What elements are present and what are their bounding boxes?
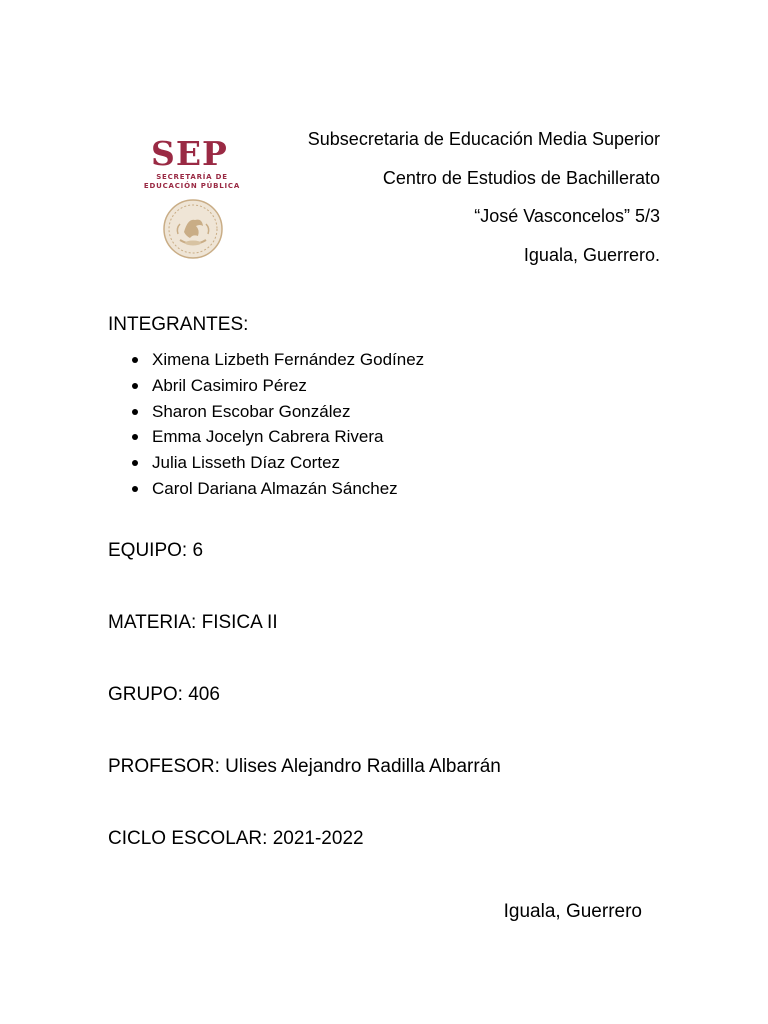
member-name: Ximena Lizbeth Fernández Godínez: [152, 350, 425, 369]
sep-logo-text: SEP: [151, 134, 228, 173]
member-name: Emma Jocelyn Cabrera Rivera: [152, 427, 384, 447]
footer-location: Iguala, Guerrero: [503, 901, 642, 922]
list-item: [130, 424, 424, 450]
list-item: [130, 373, 424, 399]
sep-logo: [136, 136, 248, 260]
ciclo-escolar-field: CICLO ESCOLAR: 2021-2022: [108, 828, 364, 849]
header-line-centro: Centro de Estudios de Bachillerato: [382, 167, 660, 188]
header-line-school-name: “José Vasconcelos” 5/3: [474, 206, 660, 226]
bullet-icon: [132, 486, 138, 492]
list-item: [130, 476, 424, 502]
bullet-icon: [132, 357, 138, 363]
materia-field: MATERIA: FISICA II: [108, 612, 278, 633]
member-name: Julia Lisseth Díaz Cortez: [152, 453, 341, 473]
member-name: Sharon Escobar González: [152, 401, 351, 421]
sep-logo-subtitle-line1: SECRETARÍA DE: [156, 173, 228, 181]
profesor-field: PROFESOR: Ulises Alejandro Radilla Albarrán: [108, 756, 501, 777]
seal-icon: [162, 198, 224, 260]
header-line-subsecretaria: Subsecretaria de Educación Media Superior: [307, 129, 660, 149]
bullet-icon: [132, 460, 138, 466]
header-line-location: Iguala, Guerrero.: [523, 244, 660, 265]
members-list: [130, 347, 424, 502]
integrantes-heading: INTEGRANTES:: [108, 314, 249, 335]
bullet-icon: [132, 383, 138, 389]
equipo-field: EQUIPO: 6: [108, 540, 204, 561]
bullet-icon: [132, 409, 138, 415]
list-item: [130, 347, 424, 373]
sep-logo-subtitle-line2: EDUCACIÓN PÚBLICA: [143, 182, 241, 190]
list-item: [130, 450, 424, 476]
member-name: Abril Casimiro Pérez: [152, 375, 307, 395]
list-item: [130, 399, 424, 425]
grupo-field: GRUPO: 406: [108, 684, 220, 705]
member-name: Carol Dariana Almazán Sánchez: [152, 478, 398, 498]
institution-header: [240, 124, 660, 278]
bullet-icon: [132, 434, 138, 440]
